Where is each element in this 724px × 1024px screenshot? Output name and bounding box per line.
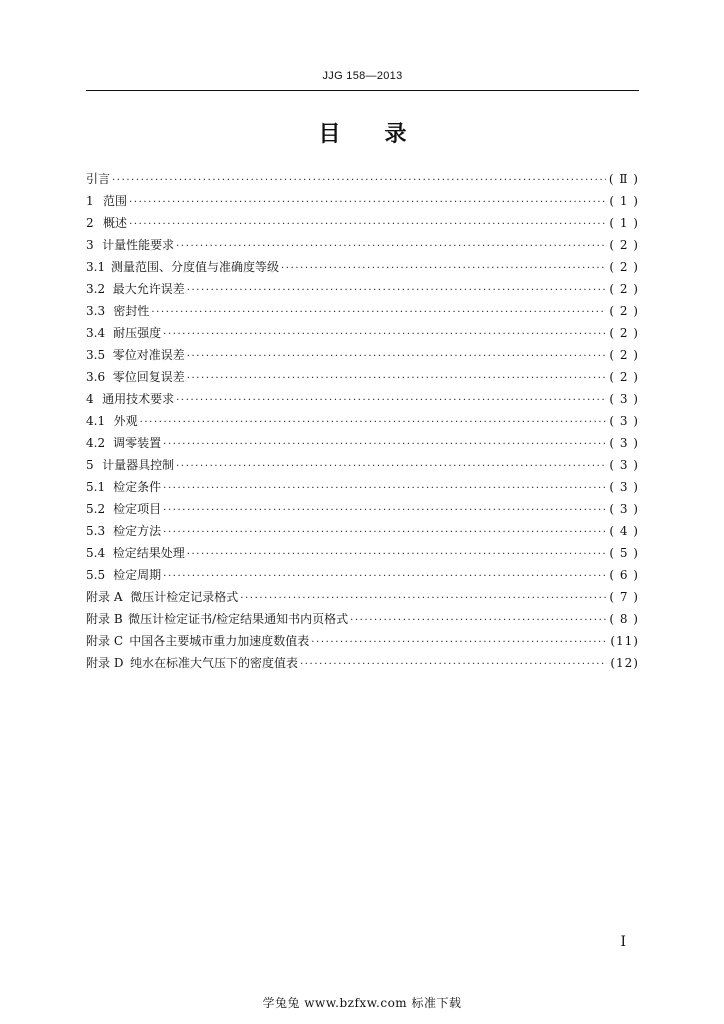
toc-leader-dots — [240, 588, 606, 610]
toc-entry-number: 4 — [86, 392, 94, 406]
toc-entry — [86, 432, 639, 454]
toc-entry-page: ( 5 ) — [609, 546, 639, 560]
toc-entry-page: ( 1 ) — [609, 194, 639, 208]
toc-entry-page: ( 2 ) — [609, 260, 639, 274]
toc-entry-number: 3 — [86, 238, 94, 252]
toc-leader-dots — [163, 566, 606, 588]
toc-leader-dots — [163, 500, 606, 522]
toc-entry — [86, 388, 639, 410]
toc-entry-title: 检定条件 — [113, 480, 162, 494]
toc-entry — [86, 630, 639, 652]
toc-leader-dots — [129, 192, 606, 214]
toc-entry-title: 检定方法 — [113, 524, 162, 538]
toc-entry-page: ( 2 ) — [609, 238, 639, 252]
toc-entry-title: 微压计检定记录格式 — [130, 590, 239, 604]
toc-leader-dots — [187, 346, 607, 368]
toc-entry-page: (11) — [610, 634, 639, 648]
toc-entry-title: 检定结果处理 — [112, 546, 185, 560]
toc-entry-page: ( 8 ) — [609, 612, 639, 626]
toc-entry-title: 零位回复误差 — [112, 370, 185, 384]
toc-leader-dots — [187, 544, 607, 566]
toc-entry-page: ( 3 ) — [609, 436, 639, 450]
page-number: I — [620, 934, 626, 950]
toc-entry-page: (12) — [610, 656, 639, 670]
page-header: JJG 158—2013 — [322, 70, 403, 82]
toc-entry-number: 5.3 — [86, 524, 106, 538]
toc-entry — [86, 344, 639, 366]
toc-leader-dots — [140, 412, 607, 434]
toc-entry-page: ( 3 ) — [609, 458, 639, 472]
toc-entry-title: 通用技术要求 — [102, 392, 175, 406]
toc-entry-number: 5 — [86, 458, 94, 472]
toc-list — [86, 168, 639, 674]
toc-leader-dots — [176, 236, 606, 258]
toc-entry-page: ( 4 ) — [609, 524, 639, 538]
toc-entry-title: 耐压强度 — [113, 326, 162, 340]
toc-entry-title: 零位对准误差 — [112, 348, 185, 362]
toc-entry-number: 3.4 — [86, 326, 106, 340]
toc-leader-dots — [163, 522, 606, 544]
toc-entry — [86, 278, 639, 300]
toc-entry-page: ( Ⅱ ) — [608, 172, 639, 186]
toc-entry-number: 附录 B — [86, 612, 123, 626]
toc-entry-title: 纯水在标准大气压下的密度值表 — [129, 656, 298, 670]
toc-entry-number: 5.4 — [86, 546, 106, 560]
toc-entry — [86, 322, 639, 344]
toc-entry-title: 引言 — [86, 172, 111, 186]
toc-entry-title: 检定周期 — [113, 568, 162, 582]
toc-entry-page: ( 2 ) — [609, 304, 639, 318]
toc-entry-title: 计量性能要求 — [102, 238, 175, 252]
toc-entry-title: 最大允许误差 — [112, 282, 185, 296]
toc-entry-title: 检定项目 — [113, 502, 162, 516]
toc-entry-number: 附录 A — [86, 590, 123, 604]
toc-entry — [86, 608, 639, 630]
toc-entry — [86, 564, 639, 586]
toc-entry-page: ( 3 ) — [609, 414, 639, 428]
toc-entry-page: ( 2 ) — [609, 326, 639, 340]
toc-entry-number: 5.2 — [86, 502, 106, 516]
toc-entry — [86, 366, 639, 388]
toc-entry-page: ( 3 ) — [609, 502, 639, 516]
toc-leader-dots — [176, 456, 606, 478]
toc-entry-number: 3.5 — [86, 348, 106, 362]
toc-entry-title: 概述 — [103, 216, 128, 230]
toc-entry-title: 计量器具控制 — [102, 458, 175, 472]
toc-entry-page: ( 3 ) — [609, 392, 639, 406]
toc-entry-number: 附录 D — [86, 656, 124, 670]
toc-entry — [86, 652, 639, 674]
toc-entry-number: 2 — [86, 216, 94, 230]
toc-leader-dots — [163, 324, 606, 346]
toc-entry — [86, 300, 639, 322]
toc-entry-number: 3.2 — [86, 282, 106, 296]
toc-entry-number: 5.1 — [86, 480, 106, 494]
toc-entry-number: 3.6 — [86, 370, 106, 384]
toc-title: 目录 — [318, 122, 451, 147]
toc-leader-dots — [187, 280, 607, 302]
toc-leader-dots — [311, 632, 607, 654]
toc-entry-title: 微压计检定证书/检定结果通知书内页格式 — [128, 612, 349, 626]
toc-leader-dots — [151, 302, 606, 324]
toc-leader-dots — [300, 654, 607, 676]
header-rule — [86, 90, 639, 91]
toc-entry-page: ( 2 ) — [609, 282, 639, 296]
toc-entry-page: ( 2 ) — [609, 348, 639, 362]
toc-entry — [86, 454, 639, 476]
toc-entry-title: 范围 — [103, 194, 128, 208]
toc-entry-number: 3.1 — [86, 260, 106, 274]
toc-entry-title: 中国各主要城市重力加速度数值表 — [129, 634, 310, 648]
toc-entry-page: ( 6 ) — [609, 568, 639, 582]
toc-entry-number: 附录 C — [86, 634, 123, 648]
toc-entry-number: 4.1 — [86, 414, 106, 428]
toc-leader-dots — [112, 170, 606, 192]
toc-entry — [86, 498, 639, 520]
toc-entry — [86, 168, 639, 190]
toc-entry — [86, 190, 639, 212]
toc-entry-title: 测量范围、分度值与准确度等级 — [111, 260, 280, 274]
toc-entry-page: ( 3 ) — [609, 480, 639, 494]
toc-entry — [86, 212, 639, 234]
toc-leader-dots — [350, 610, 606, 632]
toc-entry — [86, 234, 639, 256]
toc-entry — [86, 520, 639, 542]
toc-leader-dots — [176, 390, 606, 412]
toc-entry-number: 5.5 — [86, 568, 106, 582]
toc-leader-dots — [163, 478, 606, 500]
toc-leader-dots — [129, 214, 606, 236]
toc-entry-number: 4.2 — [86, 436, 106, 450]
toc-entry-title: 外观 — [113, 414, 138, 428]
toc-entry — [86, 410, 639, 432]
toc-entry-page: ( 2 ) — [609, 370, 639, 384]
toc-leader-dots — [281, 258, 606, 280]
toc-leader-dots — [163, 434, 606, 456]
toc-entry — [86, 256, 639, 278]
toc-entry-title: 密封性 — [113, 304, 150, 318]
toc-entry-page: ( 1 ) — [609, 216, 639, 230]
toc-entry — [86, 476, 639, 498]
footer-watermark-text: 学兔兔 www.bzfxw.com 标准下载 — [262, 996, 462, 1010]
toc-entry-number: 1 — [86, 194, 94, 208]
toc-entry-number: 3.3 — [86, 304, 106, 318]
toc-leader-dots — [187, 368, 607, 390]
toc-entry — [86, 542, 639, 564]
toc-entry — [86, 586, 639, 608]
toc-entry-title: 调零装置 — [113, 436, 162, 450]
toc-entry-page: ( 7 ) — [609, 590, 639, 604]
